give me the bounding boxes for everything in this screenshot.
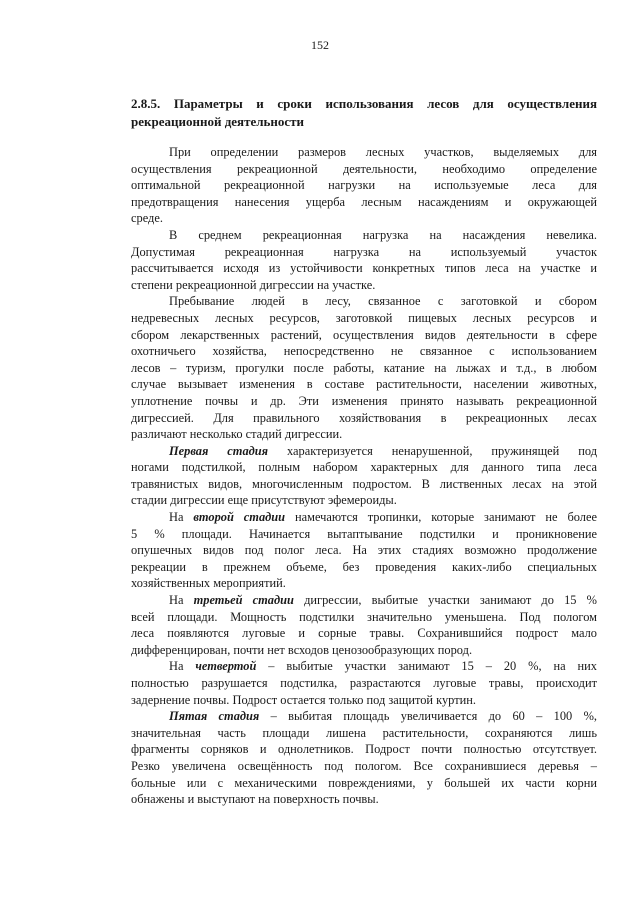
line-rest: – выбитые участки занимают 15 – 20 %, на них	[256, 659, 597, 674]
paragraph-line: рекреации в прежнем объеме, без проведения каких-либо специальных	[131, 559, 597, 574]
paragraph-line: охотничьего хозяйства, непосредственно не связанное с использованием	[131, 344, 597, 359]
paragraph-line	[131, 658, 597, 675]
heading-line: рекреационной деятельности	[131, 114, 305, 129]
paragraph-line: рассчитывается исходя из устойчивости конкретных типов леса на участке и	[131, 261, 597, 276]
line-rest: характеризуется ненарушенной, пружинящей под	[268, 443, 597, 458]
line-prefix: На	[169, 593, 194, 608]
line-rest: намечаются тропинки, которые занимают не более	[285, 510, 597, 525]
paragraph	[131, 708, 597, 808]
paragraph-line: сбором лекарственных растений, осуществления видов деятельности в сфере	[131, 327, 597, 342]
paragraph-line: дифференцирован, почти нет всходов ценозообразующих пород.	[131, 642, 473, 657]
line-rest: – выбитая площадь увеличивается до 60 – 100 %,	[259, 709, 597, 724]
paragraph-line: Допустимая рекреационная нагрузка на используемый участок	[131, 244, 597, 259]
line-rest: дигрессии, выбитые участки занимают до 15 %	[293, 593, 597, 608]
paragraph	[131, 658, 597, 708]
paragraph-line: хозяйственных мероприятий.	[131, 576, 286, 591]
paragraph-line	[131, 443, 597, 460]
paragraph-line: полностью разрушается подстилка, разрастаются луговые травы, происходит	[131, 676, 597, 690]
paragraph-line: 5 % площади. Начинается вытаптывание подстилки и проникновение	[131, 526, 597, 541]
paragraph	[131, 592, 597, 658]
paragraph-line	[131, 592, 597, 609]
stage-term: третьей стадии	[193, 593, 294, 608]
paragraph	[131, 293, 597, 442]
paragraph-line: Резко увеличена освещённость под пологом. Все сохранившиеся деревья –	[131, 758, 597, 773]
paragraph-line: стадии дигрессии еще присутствуют эфемероиды.	[131, 493, 397, 508]
paragraph-line: недревесных лесных ресурсов, заготовкой пищевых лесных ресурсов и	[131, 310, 597, 325]
paragraph-line: степени рекреационной дигрессии на участке.	[131, 277, 376, 292]
paragraph-line: Пребывание людей в лесу, связанное с заготовкой и сбором	[169, 294, 597, 309]
paragraph-line: осуществления рекреационной деятельности, необходимо определение	[131, 161, 597, 176]
paragraph-line: случае вызывает изменения в составе растительности, населении животных,	[131, 377, 597, 392]
stage-term: четвертой	[195, 659, 257, 674]
paragraph-line: фрагменты сорняков и однолетников. Подрост почти полностью отсутствует.	[131, 742, 597, 757]
paragraph-line: задернение почвы. Подрост остается только под защитой куртин.	[131, 692, 476, 707]
stage-term: Первая стадия	[169, 443, 269, 458]
paragraph-line: лесов – туризм, прогулки после работы, катание на лыжах и т.д., в любом	[131, 360, 597, 375]
paragraph-line: различают несколько стадий дигрессии.	[131, 427, 343, 442]
paragraph	[131, 443, 597, 509]
line-prefix: На	[169, 659, 196, 674]
paragraph-line: ногами подстилкой, полным набором характерных для данного типа леса	[131, 460, 597, 475]
paragraph-line: больные или с механическими повреждениями, у большей их части корни	[131, 775, 597, 790]
section-heading	[131, 95, 597, 131]
paragraph-line: При определении размеров лесных участков, выделяемых для	[169, 145, 597, 159]
paragraph-line	[131, 509, 597, 526]
paragraph	[131, 227, 597, 293]
paragraph-line: среде.	[131, 211, 163, 226]
paragraph-line: уплотнение почвы и др. Эти изменения принято называть рекреационной	[131, 393, 597, 408]
body-text	[131, 144, 597, 808]
stage-term: второй стадии	[193, 510, 286, 525]
heading-line: 2.8.5. Параметры и сроки использования лесов для осуществления	[131, 96, 597, 111]
paragraph	[131, 144, 597, 227]
paragraph-line: значительная часть площади лишена растительности, сохраняются лишь	[131, 725, 597, 740]
stage-term: Пятая стадия	[169, 709, 260, 724]
line-prefix: На	[169, 510, 194, 525]
page-number: 152	[311, 38, 329, 52]
paragraph-line: травянистых видов, многочисленным подростом. В лиственных лесах на этой	[131, 476, 597, 491]
paragraph-line: леса появляются луговые и сорные травы. Сохранившийся подрост мало	[131, 626, 597, 641]
paragraph-line: опушечных видов под полог леса. На этих стадиях возможно продолжение	[131, 543, 597, 558]
paragraph-line: всей площади. Мощность подстилки значительно уменьшена. Под пологом	[131, 609, 597, 624]
paragraph-line	[131, 708, 597, 725]
paragraph-line: предотвращения нанесения ущерба лесным насаждениям и окружающей	[131, 194, 597, 209]
paragraph-line: дигрессией. Для правильного хозяйствования в рекреационных лесах	[131, 410, 597, 425]
paragraph-line: В среднем рекреационная нагрузка на насаждения невелика.	[169, 227, 597, 242]
paragraph	[131, 509, 597, 592]
paragraph-line: оптимальной рекреационной нагрузки на используемые леса для	[131, 178, 597, 193]
paragraph-line: обнажены и выступают на поверхность почвы.	[131, 792, 379, 807]
